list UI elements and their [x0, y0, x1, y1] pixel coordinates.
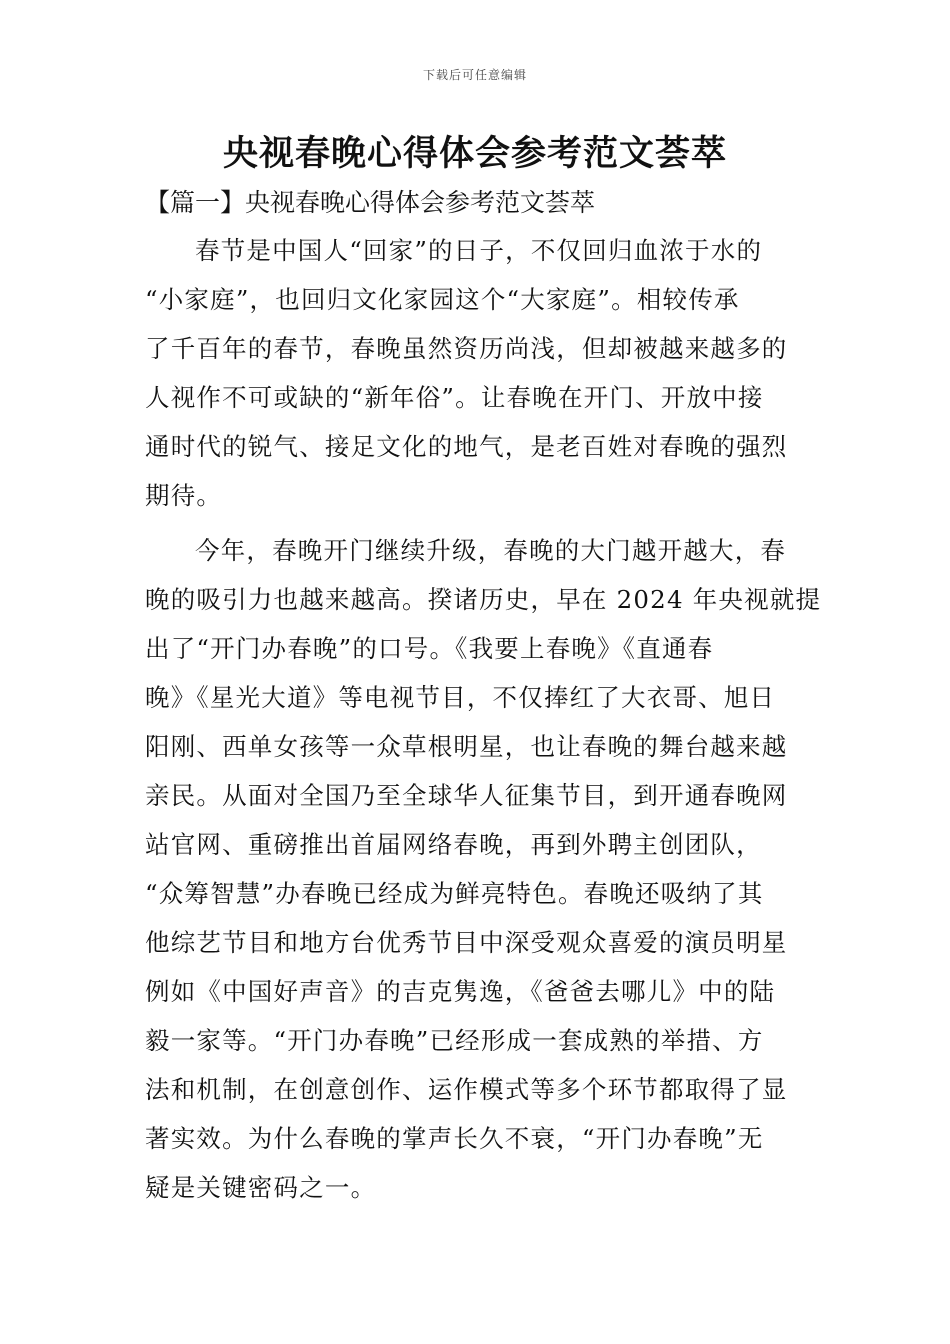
paragraph-line: 疑是关键密码之一。 — [145, 1173, 377, 1202]
header-note: 下载后可任意编辑 — [422, 68, 527, 82]
paragraph-line: 通时代的锐气、接足文化的地气，是老百姓对春晚的强烈 — [145, 432, 788, 461]
paragraph-line: 了千百年的春节，春晚虽然资历尚浅，但却被越来越多的 — [145, 334, 788, 363]
document-title: 央视春晚心得体会参考范文荟萃 — [222, 134, 727, 174]
paragraph-line: 出了“开门办春晚”的口号。《我要上春晚》《直通春 — [145, 634, 714, 663]
paragraph-line: 他综艺节目和地方台优秀节目中深受观众喜爱的演员明星 — [145, 928, 788, 957]
paragraph-line: 站官网、重磅推出首届网络春晚，再到外聘主创团队， — [145, 830, 762, 859]
paragraph-line: 例如《中国好声音》的吉克隽逸，《爸爸去哪儿》中的陆 — [145, 977, 776, 1006]
paragraph-line: 春节是中国人“回家”的日子，不仅回归血浓于水的 — [195, 236, 763, 265]
paragraph-line: 期待。 — [145, 481, 223, 510]
section-heading: 【篇一】央视春晚心得体会参考范文荟萃 — [145, 188, 596, 217]
paragraph-line: 法和机制，在创意创作、运作模式等多个环节都取得了显 — [145, 1075, 788, 1104]
paragraph-line: 亲民。从面对全国乃至全球华人征集节目，到开通春晚网 — [145, 781, 788, 810]
paragraph-line: 毅一家等。“开门办春晚”已经形成一套成熟的举措、方 — [145, 1026, 764, 1055]
paragraph-line: 今年，春晚开门继续升级，春晚的大门越开越大，春 — [195, 536, 787, 565]
paragraph-line: “众筹智慧”办春晚已经成为鲜亮特色。春晚还吸纳了其 — [145, 879, 764, 908]
paragraph-line: 晚的吸引力也越来越高。揆诸历史，早在 2024 年央视就提 — [145, 585, 822, 614]
paragraph-1 — [145, 226, 805, 520]
paragraph-line: 晚》《星光大道》等电视节目，不仅捧红了大衣哥、旭日 — [145, 683, 776, 712]
paragraph-2 — [145, 526, 822, 1212]
paragraph-line: 人视作不可或缺的“新年俗”。让春晚在开门、开放中接 — [145, 383, 764, 412]
paragraph-line: “小家庭”，也回归文化家园这个“大家庭”。相较传承 — [145, 285, 740, 314]
paragraph-line: 著实效。为什么春晚的掌声长久不衰，“开门办春晚”无 — [145, 1124, 764, 1153]
paragraph-line: 阳刚、西单女孩等一众草根明星，也让春晚的舞台越来越 — [145, 732, 788, 761]
